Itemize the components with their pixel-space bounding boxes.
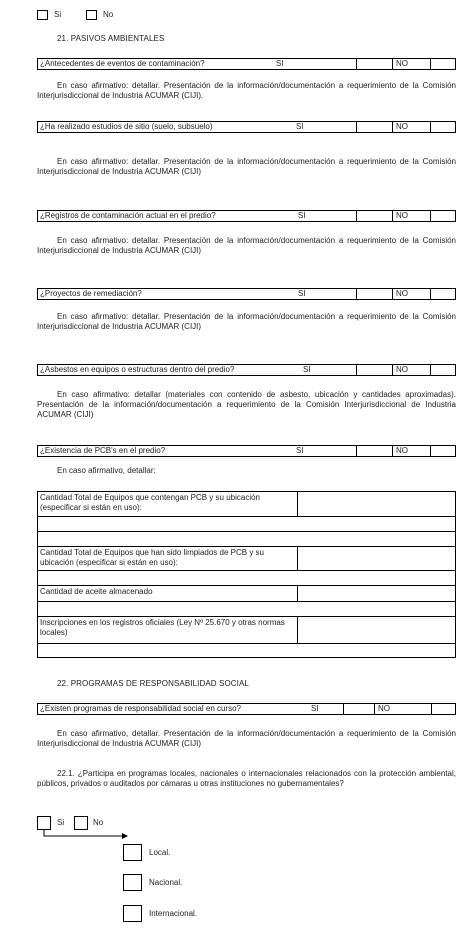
si-label: SI (298, 289, 306, 298)
si-label: SI (311, 704, 319, 713)
section-22-1-si-checkbox[interactable] (37, 816, 51, 830)
pcb-answer-cell[interactable] (298, 586, 456, 602)
followup-text: En caso afirmativo, detallar: (57, 466, 156, 475)
no-label: NO (392, 59, 430, 69)
si-answer-cell[interactable] (343, 704, 374, 714)
question-row (37, 445, 456, 457)
question-row (37, 58, 456, 70)
followup-text: En caso afirmativo: detallar. Presentación de la información/documentación a requerimiento de la Comisión Interjurisdiccional de Industria ACUMAR (CIJI) (37, 157, 456, 176)
si-answer-cell[interactable] (356, 59, 392, 69)
no-answer-cell[interactable] (431, 704, 457, 714)
pcb-label-cell: Cantidad Total de Equipos que han sido limpiados de PCB y su ubicación (especificar si están en uso): (38, 547, 298, 571)
no-answer-cell[interactable] (430, 211, 457, 221)
question-text: ¿Asbestos en equipos o estructuras dentro del predio? (40, 365, 235, 374)
pcb-label-cell: Inscripciones en los registros oficiales (Ley Nº 25.670 y otras normas locales) (38, 617, 298, 644)
question-text: ¿Existen programas de responsabilidad social en curso? (40, 704, 241, 713)
option-nacional-checkbox[interactable] (123, 874, 142, 891)
section-22-title: 22. PROGRAMAS DE RESPONSABILIDAD SOCIAL (57, 679, 249, 688)
arrow-icon (40, 829, 130, 841)
pcb-label-cell: Cantidad Total de Equipos que contengan PCB y su ubicación (especificar si están en uso): (38, 492, 298, 517)
pcb-blank-row[interactable] (38, 644, 456, 658)
section-22-1-no-checkbox[interactable] (74, 816, 88, 830)
followup-text: En caso afirmativo: detallar. Presentación de la información/documentación a requerimiento de la Comisión Interjurisdiccional de Industria ACUMAR (CIJI) (37, 236, 456, 255)
section-22-1-question: 22.1. ¿Participa en programas locales, nacionales o internacionales relacionados con la protección ambiental, públicos, privados o auditados por cámaras u otras instituciones no gubernamentales? (37, 769, 456, 788)
section-22-1-si-label: Si (57, 818, 65, 827)
option-nacional-label: Nacional. (149, 878, 183, 887)
top-no-label: No (103, 10, 114, 19)
pcb-blank-row[interactable] (38, 517, 456, 532)
option-internacional-label: Internacional. (149, 909, 198, 918)
option-local-checkbox[interactable] (123, 844, 142, 861)
no-answer-cell[interactable] (430, 122, 457, 132)
question-text: ¿Ha realizado estudios de sitio (suelo, subsuelo) (40, 122, 213, 131)
pcb-details-table (37, 491, 456, 658)
no-label: NO (392, 446, 430, 456)
question-row (37, 288, 456, 300)
question-row (37, 703, 456, 715)
si-label: SI (298, 211, 306, 220)
si-label: SI (276, 59, 284, 68)
question-row (37, 121, 456, 133)
no-label: NO (392, 365, 430, 375)
no-answer-cell[interactable] (430, 59, 457, 69)
option-internacional-checkbox[interactable] (123, 905, 142, 922)
si-answer-cell[interactable] (356, 289, 392, 299)
section-22-1-no-label: No (93, 818, 104, 827)
no-label: NO (392, 211, 430, 221)
section-21-title: 21. PASIVOS AMBIENTALES (57, 34, 165, 43)
si-label: SI (296, 446, 304, 455)
question-row (37, 364, 456, 376)
pcb-blank-row[interactable] (38, 532, 456, 547)
no-label: NO (374, 704, 431, 714)
si-label: SI (303, 365, 311, 374)
question-text: ¿Registros de contaminación actual en el predio? (40, 211, 216, 220)
no-answer-cell[interactable] (430, 365, 457, 375)
pcb-blank-row[interactable] (38, 602, 456, 617)
followup-text: En caso afirmativo, detallar. Presentación de la información/documentación a requerimiento de la Comisión Interjurisdiccional de Industria ACUMAR (CIJI) (37, 729, 456, 748)
si-answer-cell[interactable] (356, 446, 392, 456)
si-answer-cell[interactable] (356, 211, 392, 221)
top-si-label: Si (54, 10, 62, 19)
pcb-answer-cell[interactable] (298, 617, 456, 644)
question-text: ¿Antecedentes de eventos de contaminación? (40, 59, 205, 68)
top-si-checkbox[interactable] (37, 10, 48, 20)
followup-text: En caso afirmativo: detallar (materiales con contenido de asbesto, ubicación y cantidades aproximadas). Presentación de la información/documentación a requerimiento de la Comisión Interjurisdiccional de Industria ACUMAR (CIJI) (37, 390, 456, 419)
no-answer-cell[interactable] (430, 289, 457, 299)
pcb-answer-cell[interactable] (298, 547, 456, 571)
pcb-answer-cell[interactable] (298, 492, 456, 517)
pcb-blank-row[interactable] (38, 571, 456, 586)
no-label: NO (392, 289, 430, 299)
no-answer-cell[interactable] (430, 446, 457, 456)
si-label: SI (296, 122, 304, 131)
top-no-checkbox[interactable] (86, 10, 97, 20)
question-text: ¿Proyectos de remediación? (40, 289, 142, 298)
pcb-label-cell: Cantidad de aceite almacenado (38, 586, 298, 602)
si-answer-cell[interactable] (356, 122, 392, 132)
followup-text: En caso afirmativo: detallar. Presentación de la información/documentación a requerimiento de la Comisión Interjurisdiccional de Industria ACUMAR (CIJI). (37, 81, 456, 100)
followup-text: En caso afirmativo: detallar. Presentación de la información/documentación a requerimiento de la Comisión Interjurisdiccional de Industria ACUMAR (CIJI) (37, 312, 456, 331)
question-text: ¿Existencia de PCB's en el predio? (40, 446, 166, 455)
question-row (37, 210, 456, 222)
option-local-label: Local. (149, 848, 171, 857)
si-answer-cell[interactable] (356, 365, 392, 375)
no-label: NO (392, 122, 430, 132)
